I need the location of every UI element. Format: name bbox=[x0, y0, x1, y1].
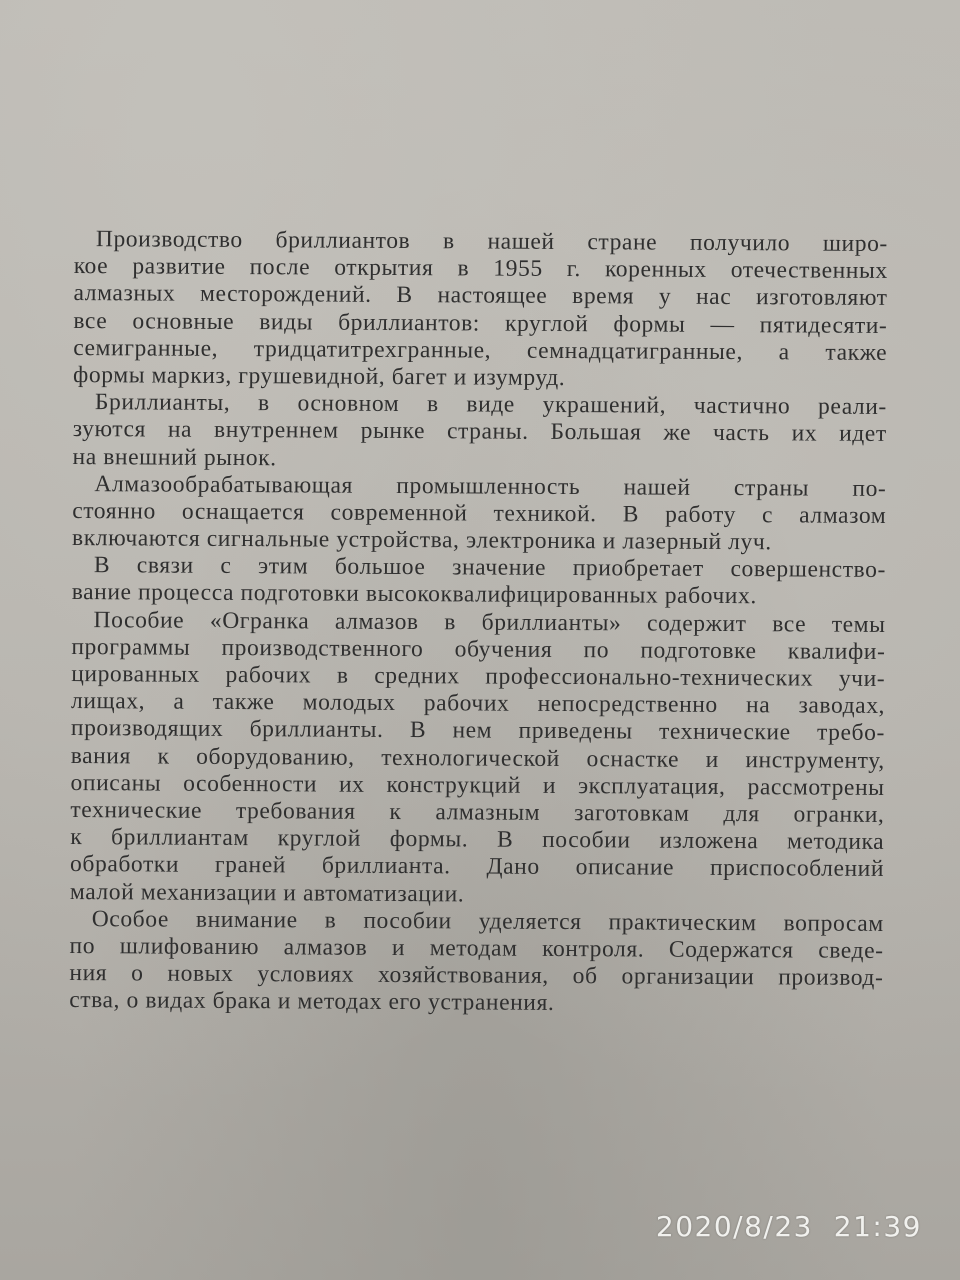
text-line: все основные виды бриллиантов: круглой формы — пятидесяти- bbox=[73, 307, 888, 339]
timestamp-date: 2020/8/23 bbox=[655, 1210, 813, 1243]
text-line: ства, о видах брака и методах его устранения. bbox=[69, 987, 555, 1017]
paragraph bbox=[70, 607, 886, 911]
text-line: к бриллиантам круглой формы. В пособии изложена методика bbox=[70, 824, 885, 856]
text-line: по шлифованию алмазов и методам контроля. Содержатся сведе- bbox=[69, 932, 884, 964]
text-line: кое развитие после открытия в 1955 г. коренных отечественных bbox=[73, 253, 888, 285]
page-body-text bbox=[69, 226, 888, 1019]
text-line: включаются сигнальные устройства, электроника и лазерный луч. bbox=[72, 525, 772, 556]
text-line: Пособие «Огранка алмазов в бриллианты» содержит все темы bbox=[93, 606, 886, 638]
text-line: цированных рабочих в средних профессионально-технических учи- bbox=[71, 660, 886, 692]
text-line: формы маркиз, грушевидной, багет и изумруд. bbox=[73, 361, 566, 391]
text-line: стоянно оснащается современной техникой. В работу с алмазом bbox=[72, 497, 887, 529]
text-line: описаны особенности их конструкций и эксплуатация, рассмотрены bbox=[70, 769, 885, 801]
text-line: обработки граней бриллианта. Дано описание приспособлений bbox=[70, 851, 885, 883]
text-line: малой механизации и автоматизации. bbox=[69, 878, 465, 907]
paragraph bbox=[73, 226, 888, 394]
text-line: технические требования к алмазным заготовкам для огранки, bbox=[70, 796, 885, 828]
text-line: Бриллианты, в основном в виде украшений, частично реали- bbox=[94, 389, 887, 421]
timestamp-time: 21:39 bbox=[833, 1210, 922, 1243]
text-line: вание процесса подготовки высококвалифицированных рабочих. bbox=[71, 579, 757, 610]
paragraph bbox=[73, 389, 887, 476]
text-line: ния о новых условиях хозяйствования, об организации производ- bbox=[69, 960, 884, 992]
text-line: В связи с этим большое значение приобретает совершенство- bbox=[93, 552, 886, 584]
text-line: лищах, а также молодых рабочих непосредственно на заводах, bbox=[71, 688, 886, 720]
text-line: производящих бриллианты. В нем приведены технические требо- bbox=[70, 715, 885, 747]
text-line: вания к оборудованию, технологической оснастке и инструменту, bbox=[70, 742, 885, 774]
paragraph bbox=[72, 471, 886, 558]
photo-timestamp bbox=[656, 1210, 922, 1243]
text-line: на внешний рынок. bbox=[72, 443, 277, 471]
text-line: зуются на внутреннем рынке страны. Большая же часть их идет bbox=[72, 416, 887, 448]
text-line: Особое внимание в пособии уделяется практическим вопросам bbox=[91, 905, 884, 937]
paragraph bbox=[69, 906, 884, 1020]
text-line: Производство бриллиантов в нашей стране получило широ- bbox=[95, 226, 888, 257]
text-line: программы производственного обучения по подготовке квалифи- bbox=[71, 633, 886, 665]
text-line: семигранные, тридцатитрехгранные, семнадцатигранные, а также bbox=[73, 334, 888, 366]
paragraph bbox=[72, 552, 886, 611]
text-line: алмазных месторождений. В настоящее время у нас изготовляют bbox=[73, 280, 888, 312]
text-line: Алмазообрабатывающая промышленность нашей страны по- bbox=[94, 470, 887, 502]
